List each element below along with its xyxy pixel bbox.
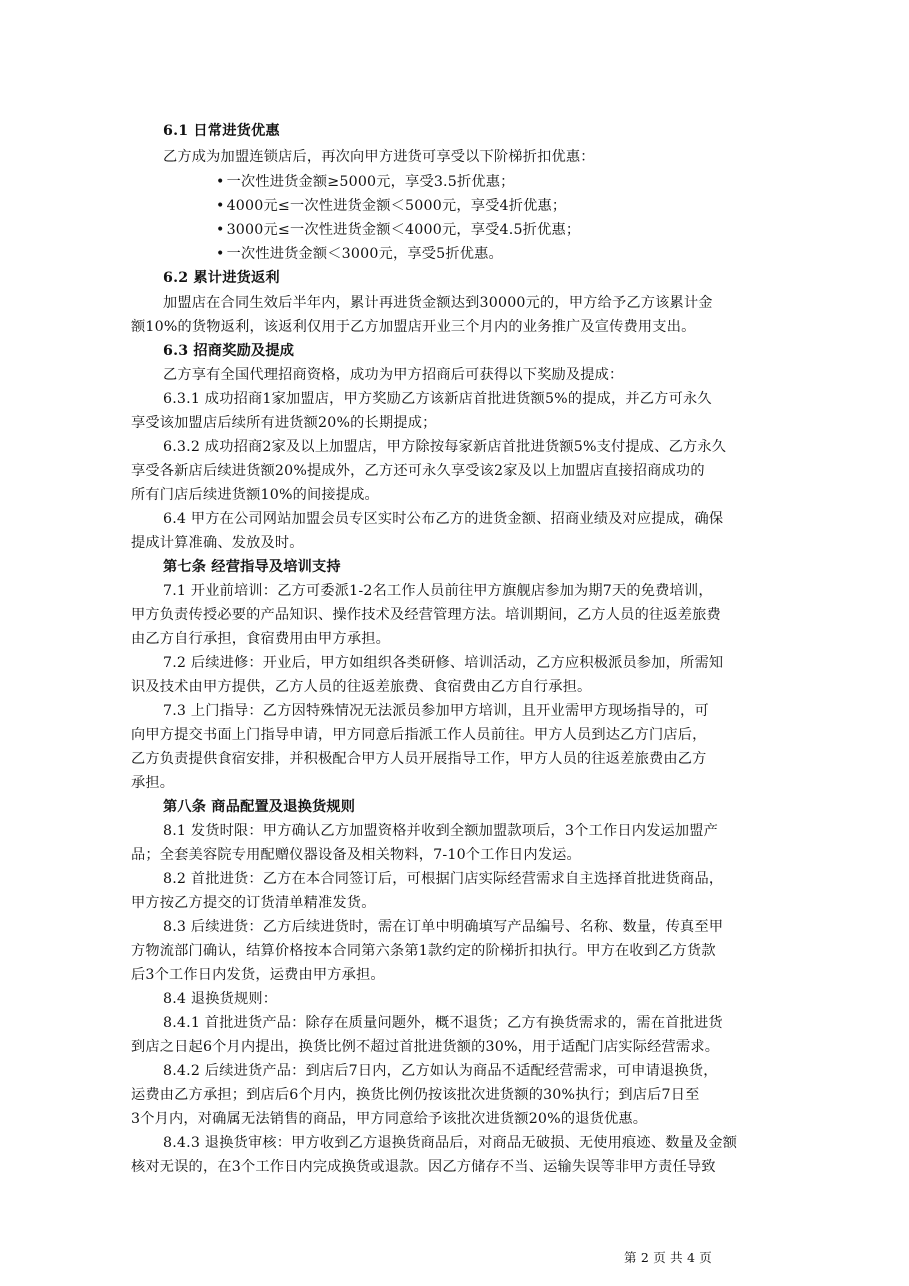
paragraph-line: 6.4 甲方在公司网站加盟会员专区实时公布乙方的进货金额、招商业绩及对应提成，确保 xyxy=(163,511,724,527)
section-heading-6-3: 6.3 招商奖励及提成 xyxy=(163,343,295,359)
paragraph-line: 方物流部门确认，结算价格按本合同第六条第1款约定的阶梯折扣执行。甲方在收到乙方货款 xyxy=(131,943,716,959)
bullet-item: • 3000元≤一次性进货金额＜4000元，享受4.5折优惠； xyxy=(216,218,580,242)
article-heading-7: 第七条 经营指导及培训支持 xyxy=(163,559,341,575)
paragraph-line: 到店之日起6个月内提出，换货比例不超过首批进货额的30%，用于适配门店实际经营需求。 xyxy=(131,1039,720,1055)
paragraph-line: 7.3 上门指导：乙方因特殊情况无法派员参加甲方培训，且开业需甲方现场指导的，可 xyxy=(163,703,709,719)
paragraph-line: 承担。 xyxy=(131,775,175,791)
paragraph-line: 额10%的货物返利，该返利仅用于乙方加盟店开业三个月内的业务推广及宣传费用支出。 xyxy=(131,319,696,335)
bullet-item: • 一次性进货金额≥5000元，享受3.5折优惠； xyxy=(216,170,515,194)
section-heading-6-1: 6.1 日常进货优惠 xyxy=(163,123,280,139)
paragraph-line: 由乙方自行承担，食宿费用由甲方承担。 xyxy=(131,631,390,647)
paragraph-line: 8.4 退换货规则： xyxy=(163,991,278,1007)
bullet-item: • 一次性进货金额＜3000元，享受5折优惠。 xyxy=(216,242,503,266)
paragraph-line: 加盟店在合同生效后半年内，累计再进货金额达到30000元的，甲方给予乙方该累计金 xyxy=(163,295,713,311)
paragraph-line: 乙方成为加盟连锁店后，再次向甲方进货可享受以下阶梯折扣优惠： xyxy=(163,149,595,165)
paragraph-line: 8.2 首批进货：乙方在本合同签订后，可根据门店实际经营需求自主选择首批进货商品， xyxy=(163,871,724,887)
paragraph-line: 所有门店后续进货额10%的间接提成。 xyxy=(131,487,379,503)
bullet-item: • 4000元≤一次性进货金额＜5000元，享受4折优惠； xyxy=(216,194,566,218)
article-heading-8: 第八条 商品配置及退换货规则 xyxy=(163,799,356,815)
section-heading-6-2: 6.2 累计进货返利 xyxy=(163,270,280,286)
paragraph-line: 向甲方提交书面上门指导申请，甲方同意后指派工作人员前往。甲方人员到达乙方门店后， xyxy=(131,727,707,743)
paragraph-line: 6.3.1 成功招商1家加盟店，甲方奖励乙方该新店首批进货额5%的提成，并乙方可永久 xyxy=(163,391,712,407)
paragraph-line: 品；全套美容院专用配赠仪器设备及相关物料，7-10个工作日内发运。 xyxy=(131,847,581,863)
paragraph-line: 运费由乙方承担；到店后6个月内，换货比例仍按该批次进货额的30%执行；到店后7日至 xyxy=(131,1087,700,1103)
paragraph-line: 6.3.2 成功招商2家及以上加盟店，甲方除按每家新店首批进货额5%支付提成、乙方永久 xyxy=(163,439,727,455)
paragraph-line: 3个月内，对确属无法销售的商品，甲方同意给予该批次进货额20%的退货优惠。 xyxy=(131,1111,648,1127)
paragraph-line: 甲方负责传授必要的产品知识、操作技术及经营管理方法。培训期间，乙方人员的往返差旅费 xyxy=(131,607,721,623)
paragraph-line: 提成计算准确、发放及时。 xyxy=(131,535,304,551)
paragraph-line: 乙方享有全国代理招商资格，成功为甲方招商后可获得以下奖励及提成： xyxy=(163,367,624,383)
page-footer: 第 2 页 共 4 页 xyxy=(624,1250,712,1265)
paragraph-line: 8.4.2 后续进货产品：到店后7日内，乙方如认为商品不适配经营需求，可申请退换货， xyxy=(163,1063,718,1079)
paragraph-line: 享受各新店后续进货额20%提成外，乙方还可永久享受该2家及以上加盟店直接招商成功的 xyxy=(131,463,705,479)
paragraph-line: 8.1 发货时限：甲方确认乙方加盟资格并收到全额加盟款项后，3个工作日内发运加盟产 xyxy=(163,823,719,839)
paragraph-line: 7.2 后续进修：开业后，甲方如组织各类研修、培训活动，乙方应积极派员参加，所需知 xyxy=(163,655,724,671)
paragraph-line: 乙方负责提供食宿安排，并积极配合甲方人员开展指导工作，甲方人员的往返差旅费由乙方 xyxy=(131,751,707,767)
paragraph-line: 7.1 开业前培训：乙方可委派1-2名工作人员前往甲方旗舰店参加为期7天的免费培训， xyxy=(163,583,713,599)
paragraph-line: 8.4.1 首批进货产品：除存在质量问题外，概不退货；乙方有换货需求的，需在首批进货 xyxy=(163,1015,723,1031)
paragraph-line: 后3个工作日内发货，运费由甲方承担。 xyxy=(131,967,385,983)
paragraph-line: 8.4.3 退换货审核：甲方收到乙方退换货商品后，对商品无破损、无使用痕迹、数量及金额 xyxy=(163,1135,738,1151)
paragraph-line: 识及技术由甲方提供，乙方人员的往返差旅费、食宿费由乙方自行承担。 xyxy=(131,679,592,695)
paragraph-line: 8.3 后续进货：乙方后续进货时，需在订单中明确填写产品编号、名称、数量，传真至甲 xyxy=(163,919,724,935)
paragraph-line: 核对无误的，在3个工作日内完成换货或退款。因乙方储存不当、运输失误等非甲方责任导致 xyxy=(131,1159,716,1175)
paragraph-line: 甲方按乙方提交的订货清单精准发货。 xyxy=(131,895,376,911)
paragraph-line: 享受该加盟店后续所有进货额20%的长期提成； xyxy=(131,415,437,431)
